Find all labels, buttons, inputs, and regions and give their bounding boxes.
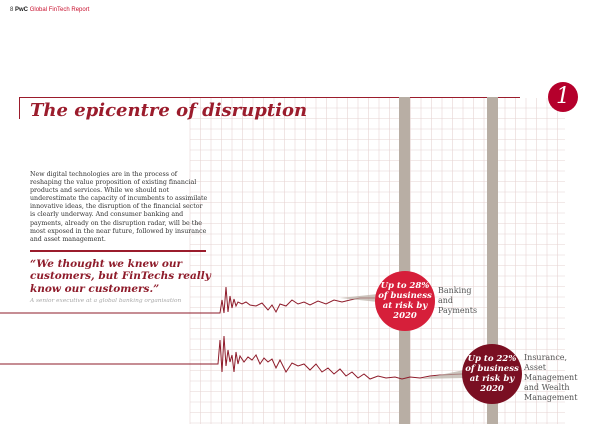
label-line: Asset Management [524,363,578,382]
risk-callout-banking [375,271,435,331]
label-line: Banking [438,286,472,295]
seismograph-line-insurance [0,336,462,379]
brand-name: PwC [15,7,29,13]
page-title: The epicentre of disruption [30,100,308,121]
callout-pointer-2 [420,370,464,379]
label-line: and Wealth [524,383,570,392]
sector-label-banking [438,286,477,316]
callout-text: of business [378,291,432,301]
risk-callout-insurance [462,344,522,404]
callout-text: 2020 [393,311,417,321]
callout-text: 2020 [480,384,504,394]
quote-attribution: A senior executive at a global banking organisation [30,298,182,304]
pull-quote: “We thought we knew our customers, but FinTechs really know our customers.” [30,258,211,295]
label-line: Management [524,393,578,402]
report-name: Global FinTech Report [29,7,90,13]
body-paragraph: New digital technologies are in the process of reshaping the value proposition of existing financial products and services. While we should not underestimate the capacity of incumbents to assimilate innovative ideas, the disruption of the financial sector is clearly underway. And consumer banking and payments, already on the disruption radar, will be the most exposed in the near future, followed by insurance and asset management. [30,171,208,243]
label-line: and [438,296,454,305]
callout-text: at risk by [469,374,515,384]
callout-text: Up to 22% [467,354,517,364]
label-line: Insurance, [524,353,568,362]
callout-text: at risk by [382,301,428,311]
section-number-badge: 1 [548,82,578,112]
label-line: Payments [438,306,478,315]
callout-text: of business [465,364,519,374]
callout-text: Up to 28% [380,281,430,291]
sector-label-insurance [524,353,600,403]
page-number: 8 [10,7,14,13]
seismograph-line-banking [0,287,375,313]
